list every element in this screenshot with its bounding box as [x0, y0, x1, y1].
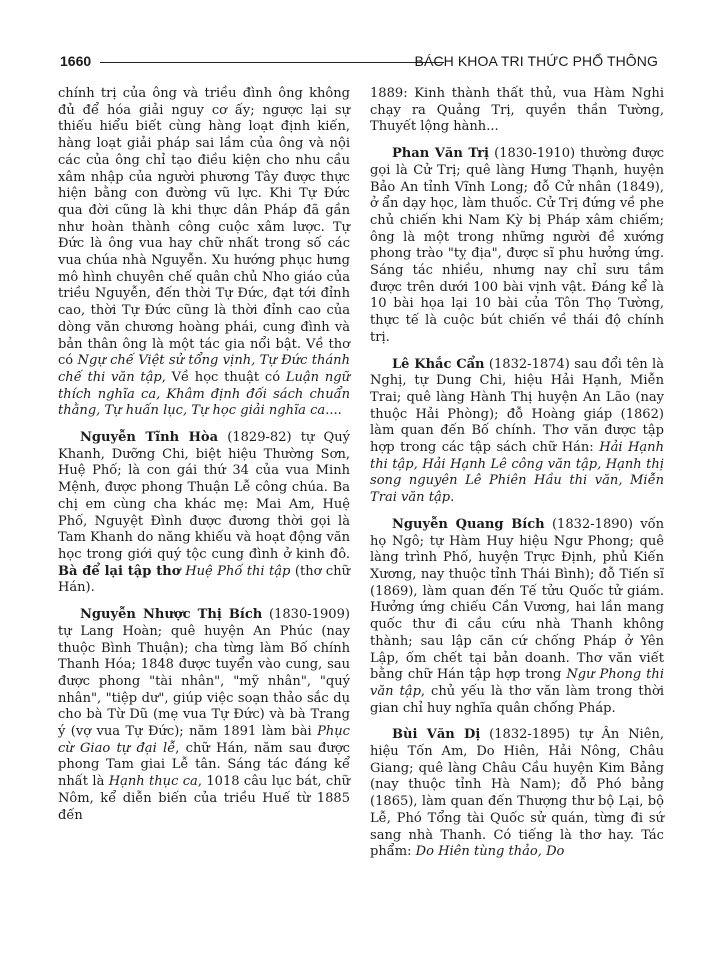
page-number: 1660	[60, 53, 92, 69]
paragraph-continuation: 1889: Kinh thành thất thủ, vua Hàm Nghi chạy ra Quảng Trị, quyền thần Tường, Thuyết lộng hành...	[370, 86, 664, 135]
entry-nguyen-quang-bich: Nguyễn Quang Bích (1832-1890) vốn họ Ngô; tự Hàm Huy hiệu Ngư Phong; quê làng trình Phố, huyện Trực Định, phủ Kiến Xương, nay thuộc tỉnh Thái Bình); đỗ Tiến sĩ (1869), làm quan đến Tế tửu Quốc tử giám. Hưởng ứng chiếu Cần Vương, hai lần mang quốc thư đi cầu cứu nhà Thanh không thành; sau lập căn cứ chống Pháp ở Yên Lập, ốm chết tại bản doanh. Thơ văn viết bằng chữ Hán tập hợp trong Ngư Phong thi văn tập, chủ yếu là thơ văn làm trong thời gian chỉ huy nghĩa quân chống Pháp.	[370, 516, 665, 716]
entry-name: Nguyễn Quang Bích	[392, 516, 545, 532]
entry-name: Lê Khắc Cẩn	[392, 356, 485, 372]
entry-le-khac-can: Lê Khắc Cẩn (1832-1874) sau đổi tên là Nghị, tự Dung Chi, hiệu Hải Hạnh, Miễn Trai; quê làng Hành Thị huyện An Lão (nay thuộc Hải Phòng); đỗ Hoàng giáp (1862) làm quan đến Bố chính. Thơ văn được tập hợp trong các tập sách chữ Hán: Hải Hạnh thi tập, Hải Hạnh Lê công văn tập, Hạnh thị song nguyên Lê Phiên Hầu thi văn, Miễn Trai văn tập.	[370, 356, 665, 506]
entry-nguyen-tinh-hoa: Nguyễn Tĩnh Hòa (1829-82) tự Quý Khanh, Dưỡng Chi, biệt hiệu Thường Sơn, Huệ Phố; là con gái thứ 34 của vua Minh Mệnh, được phong Thuận Lễ công chúa. Ba chị em cùng cha khác mẹ: Mai Am, Huệ Phố, Nguyệt Đình được đương thời gọi là Tam Khanh do năng khiếu và hoạt động văn học trong giới quý tộc cung đình ở kinh đô. Bà để lại tập thơ Huệ Phố thi tập (thơ chữ Hán).	[58, 430, 351, 596]
paragraph-tu-duc: chính trị của ông và triều đình ông không đủ để hóa giải nguy cơ ấy; ngược lại sự thiếu hiểu biết cùng hàng loạt định kiến, hàng loạt giải pháp sai lầm của ông và nội các của ông chỉ tạo điều kiện cho nhu cầu xâm nhập của người phương Tây được thực hiện bằng con đường vũ lực. Khi Tự Đức qua đời cũng là khi thực dân Pháp đã gần như hoàn thành công cuộc xâm lược. Tự Đức là ông vua hay chữ nhất trong số các vua chúa nhà Nguyễn. Xu hướng phục hưng mô hình chuyên chế quân chủ Nho giáo của triều Nguyễn, đến thời Tự Đức, đạt tới đỉnh cao, thời Tự Đức cũng là thời đỉnh cao của dòng văn chương hoàng phái, cung đình và bản thân ông là một tác gia nổi bật. Về thơ có Ngự chế Việt sử tổng vịnh, Tự Đức thánh chế thi văn tập, Về học thuật có Luận ngữ thích nghĩa ca, Khâm định đối sách chuẩn thằng, Tự huấn lục, Tự học giải nghĩa ca....	[58, 86, 350, 419]
entry-phan-van-tri: Phan Văn Trị (1830-1910) thường được gọi là Cử Trị; quê làng Hưng Thạnh, huyện Bảo An tỉnh Vĩnh Long; đỗ Cử nhân (1849), ở ẩn dạy học, làm thuốc. Cử Trị đứng về phe chủ chiến khi Nam Kỳ bị Pháp xâm chiếm; ông là một trong những người đề xướng phong trào "tỵ địa", được sĩ phu hưởng ứng. Sáng tác nhiều, nhưng nay chỉ sưu tầm được trên dưới 100 bài vịnh vật. Đáng kể là 10 bài họa lại 10 bài của Tôn Thọ Tường, thực tế là cuộc bút chiến về thái độ chính trị.	[370, 146, 664, 345]
left-column	[58, 86, 350, 824]
entry-name: Bùi Văn Dị	[392, 727, 481, 743]
right-column	[370, 86, 664, 861]
running-title: BÁCH KHOA TRI THỨC PHỔ THÔNG	[414, 53, 658, 69]
page-header	[46, 50, 658, 76]
entry-name: Phan Văn Trị	[392, 146, 489, 162]
header-rule	[100, 62, 444, 63]
entry-nguyen-nhuoc-thi-bich: Nguyễn Nhược Thị Bích (1830-1909) tự Lang Hoàn; quê huyện An Phúc (nay thuộc Bình Thuận); cha từng làm Bố chính Thanh Hóa; 1848 được tuyển vào cung, sau được phong "tài nhân", "mỹ nhân", "quý nhân", "tiệp dư", giúp việc soạn thảo sắc dụ cho bà Từ Dũ (mẹ vua Tự Đức) và bà Trang ý (vợ vua Tự Đức); năm 1891 làm bài Phục cừ Giao tự đại lễ, chữ Hán, năm sau được phong Tam giai Lễ tân. Sáng tác đáng kể nhất là Hạnh thục ca, 1018 câu lục bát, chữ Nôm, kể diễn biến của triều Huế từ 1885 đến	[58, 607, 350, 823]
entry-bui-van-di: Bùi Văn Dị (1832-1895) tự Ân Niên, hiệu Tốn Am, Do Hiên, Hải Nông, Châu Giang; quê làng Châu Cầu huyện Kim Bảng (nay thuộc tỉnh Hà Nam); đỗ Phó bảng (1865), làm quan đến Thượng thư bộ Lại, bộ Lễ, Phó Tổng tài Quốc sử quán, từng đi sứ sang nhà Thanh. Có tiếng là thơ hay. Tác phẩm: Do Hiên tùng thảo, Do	[370, 727, 665, 860]
entry-name: Nguyễn Nhược Thị Bích	[80, 607, 263, 623]
entry-name: Nguyễn Tĩnh Hòa	[80, 430, 219, 446]
